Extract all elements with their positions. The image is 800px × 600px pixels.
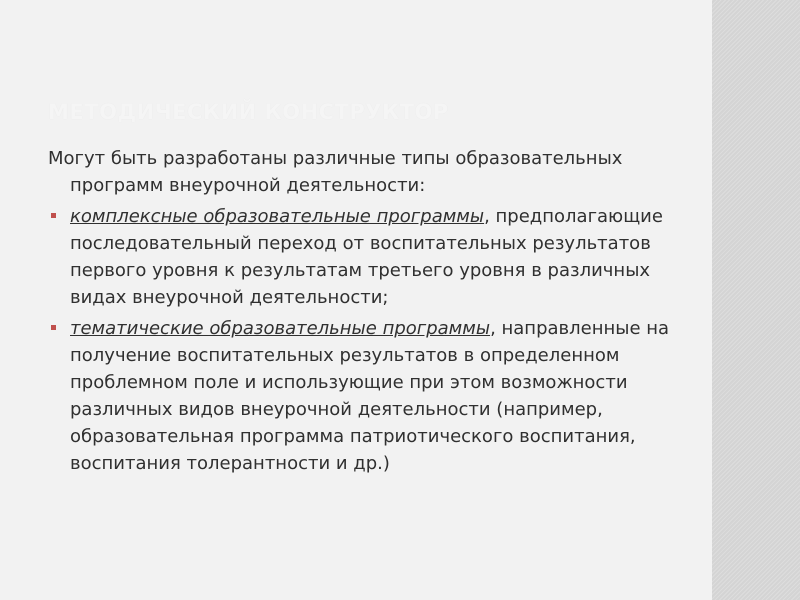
side-stripe <box>712 0 800 600</box>
square-bullet-icon <box>51 325 56 330</box>
list-item <box>48 203 698 311</box>
square-bullet-icon <box>51 213 56 218</box>
item-text: , предполагающие последовательный переход от воспитательных результатов первого уровня к результатам третьего уровня в различных видах внеурочной деятельности; <box>70 206 663 308</box>
item-term: комплексные образовательные программы <box>70 206 485 227</box>
list-item <box>48 315 698 477</box>
slide-body <box>48 145 698 477</box>
intro-paragraph: Могут быть разработаны различные типы образовательных программ внеурочной деятельности: <box>48 148 623 196</box>
slide-title: МЕТОДИЧЕСКИЙ КОНСТРУКТОР <box>48 100 449 124</box>
item-term: тематические образовательные программы <box>70 318 491 339</box>
item-text: , направленные на получение воспитательных результатов в определенном проблемном поле и использующие при этом возможности различных видов внеурочной деятельности (например, образовательная программа патриотического воспитания, воспитания толерантности и др.) <box>70 318 670 474</box>
